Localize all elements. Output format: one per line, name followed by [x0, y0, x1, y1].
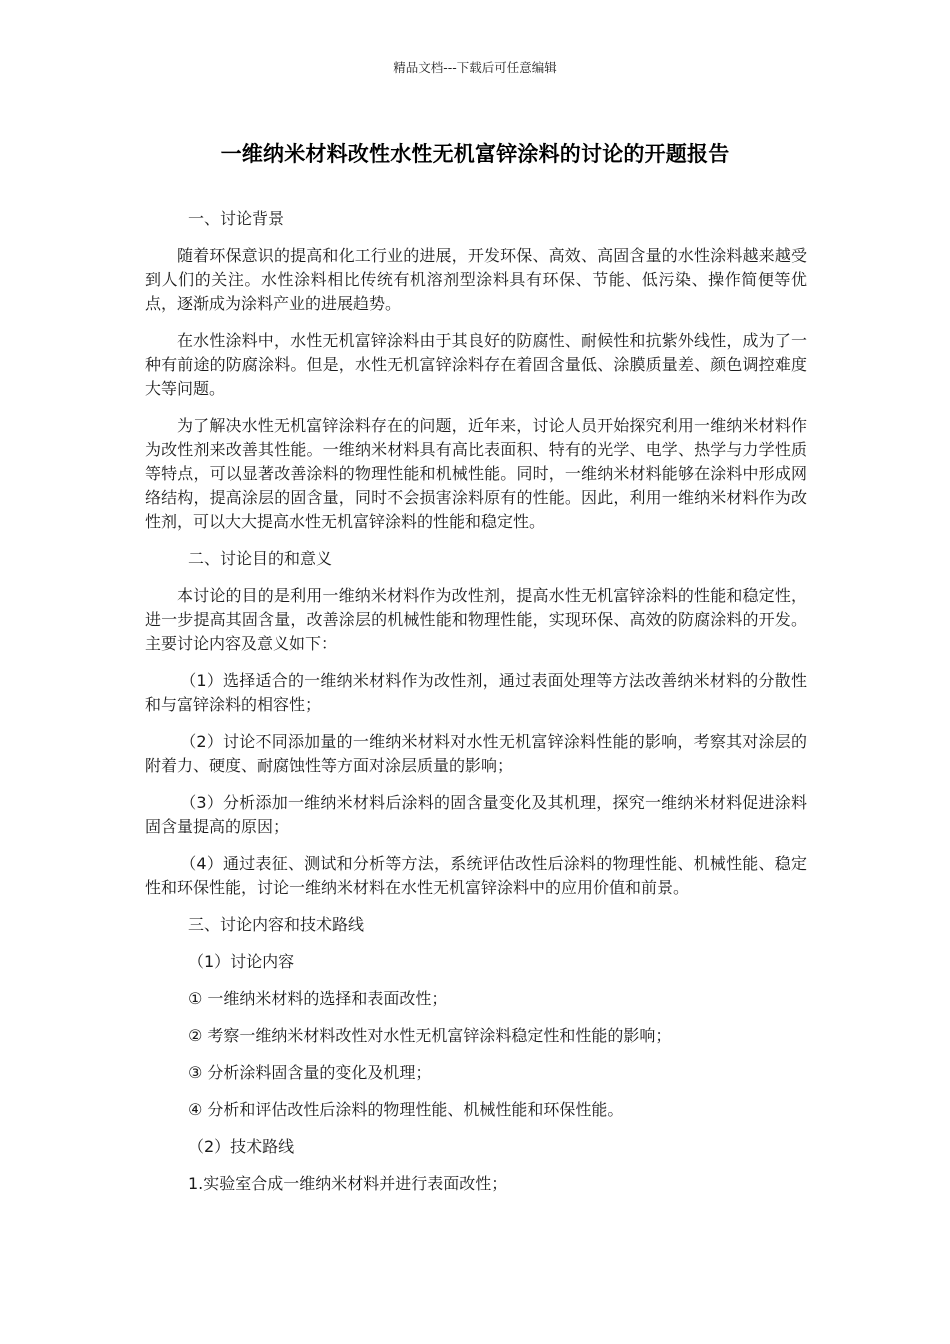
page-header-note: 精品文档---下载后可任意编辑 — [393, 60, 557, 75]
document-body — [145, 207, 807, 1209]
subheading-route: （2）技术路线 — [188, 1137, 295, 1156]
list-item: ③ 分析涂料固含量的变化及机理； — [188, 1063, 432, 1082]
list-item: （2）讨论不同添加量的一维纳米材料对水性无机富锌涂料性能的影响，考察其对涂层的附着力、硬度、耐腐蚀性等方面对涂层质量的影响； — [145, 732, 807, 775]
document-title: 一维纳米材料改性水性无机富锌涂料的讨论的开题报告 — [220, 142, 730, 166]
paragraph: 在水性涂料中，水性无机富锌涂料由于其良好的防腐性、耐候性和抗紫外线性，成为了一种有前途的防腐涂料。但是，水性无机富锌涂料存在着固含量低、涂膜质量差、颜色调控难度大等问题。 — [145, 331, 807, 398]
section-heading-purpose: 二、讨论目的和意义 — [188, 549, 333, 568]
list-item: ② 考察一维纳米材料改性对水性无机富锌涂料稳定性和性能的影响； — [188, 1026, 672, 1045]
list-item: （3）分析添加一维纳米材料后涂料的固含量变化及其机理，探究一维纳米材料促进涂料固含量提高的原因； — [145, 793, 807, 836]
list-item: ④ 分析和评估改性后涂料的物理性能、机械性能和环保性能。 — [188, 1100, 624, 1119]
list-item: 1.实验室合成一维纳米材料并进行表面改性； — [188, 1174, 508, 1193]
section-heading-background: 一、讨论背景 — [188, 209, 285, 228]
list-item: （1）选择适合的一维纳米材料作为改性剂，通过表面处理等方法改善纳米材料的分散性和与富锌涂料的相容性； — [145, 671, 807, 714]
list-item: （4）通过表征、测试和分析等方法，系统评估改性后涂料的物理性能、机械性能、稳定性和环保性能，讨论一维纳米材料在水性无机富锌涂料中的应用价值和前景。 — [145, 854, 807, 897]
list-item: ① 一维纳米材料的选择和表面改性； — [188, 989, 448, 1008]
paragraph: 为了解决水性无机富锌涂料存在的问题，近年来，讨论人员开始探究利用一维纳米材料作为改性剂来改善其性能。一维纳米材料具有高比表面积、特有的光学、电学、热学与力学性质等特点，可以显著改善涂料的物理性能和机械性能。同时，一维纳米材料能够在涂料中形成网络结构，提高涂层的固含量，同时不会损害涂料原有的性能。因此，利用一维纳米材料作为改性剂，可以大大提高水性无机富锌涂料的性能和稳定性。 — [145, 416, 807, 531]
subheading-content: （1）讨论内容 — [188, 952, 295, 971]
section-heading-content-route: 三、讨论内容和技术路线 — [188, 915, 365, 934]
paragraph: 随着环保意识的提高和化工行业的进展，开发环保、高效、高固含量的水性涂料越来越受到人们的关注。水性涂料相比传统有机溶剂型涂料具有环保、节能、低污染、操作简便等优点，逐渐成为涂料产业的进展趋势。 — [145, 246, 807, 313]
paragraph: 本讨论的目的是利用一维纳米材料作为改性剂，提高水性无机富锌涂料的性能和稳定性，进一步提高其固含量，改善涂层的机械性能和物理性能，实现环保、高效的防腐涂料的开发。主要讨论内容及意义如下： — [145, 586, 807, 653]
